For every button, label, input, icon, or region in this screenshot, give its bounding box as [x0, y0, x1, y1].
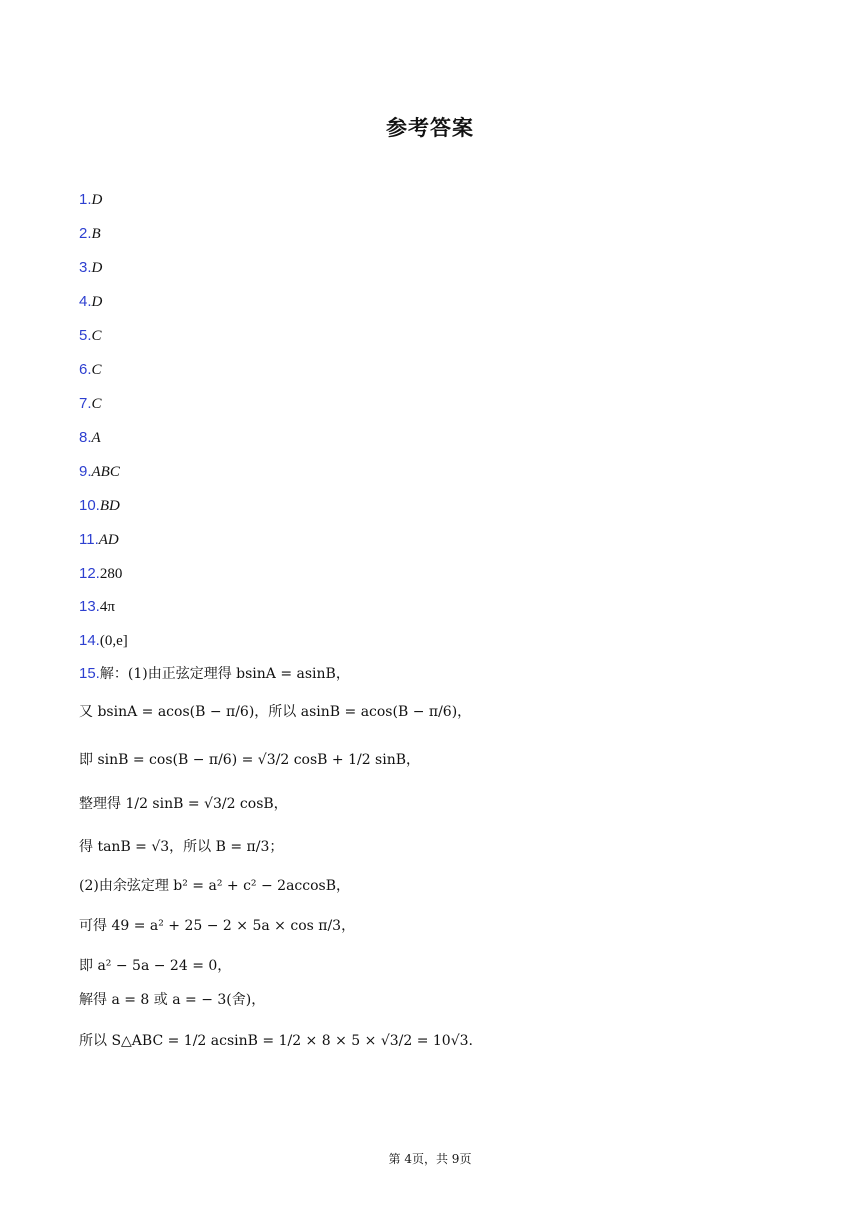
page-footer: 第 4页，共 9页 [388, 1152, 472, 1166]
answer-item: 9.ABC [79, 463, 120, 480]
answer-item: 14.(0,e] [79, 632, 128, 649]
solution-line: 15.解：(1)由正弦定理得 bsinA = asinB， [79, 665, 350, 682]
solution-line: 可得 49 = a² + 25 − 2 × 5a × cos π/3， [79, 918, 356, 934]
solution-line: (2)由余弦定理 b² = a² + c² − 2accosB， [79, 878, 350, 894]
solution-line: 即 sinB = cos(B − π/6) = √3/2 cosB + 1/2 sinB， [79, 752, 421, 768]
answer-item: 7.C [79, 395, 102, 412]
answer-item: 5.C [79, 327, 102, 344]
page-title: 参考答案 [386, 116, 474, 140]
answer-item: 6.C [79, 361, 102, 378]
answer-item: 3.D [79, 259, 103, 276]
solution-line: 整理得 1/2 sinB = √3/2 cosB， [79, 796, 288, 812]
answer-item: 4.D [79, 293, 103, 310]
answer-item: 12.280 [79, 565, 123, 582]
solution-line: 即 a² − 5a − 24 = 0， [79, 958, 232, 974]
solution-line: 又 bsinA = acos(B − π/6)，所以 asinB = acos(B − π/6)， [79, 704, 472, 720]
answer-item: 13.4π [79, 598, 115, 615]
answer-item: 11.AD [79, 531, 119, 548]
solution-line: 得 tanB = √3，所以 B = π/3； [79, 839, 284, 855]
answer-item: 2.B [79, 225, 101, 242]
answer-item: 10.BD [79, 497, 120, 514]
answer-item: 8.A [79, 429, 101, 446]
solution-line: 所以 S△ABC = 1/2 acsinB = 1/2 × 8 × 5 × √3/2 = 10√3. [79, 1033, 473, 1049]
solution-line: 解得 a = 8 或 a = − 3(舍)， [79, 992, 266, 1008]
answer-item: 1.D [79, 191, 103, 208]
